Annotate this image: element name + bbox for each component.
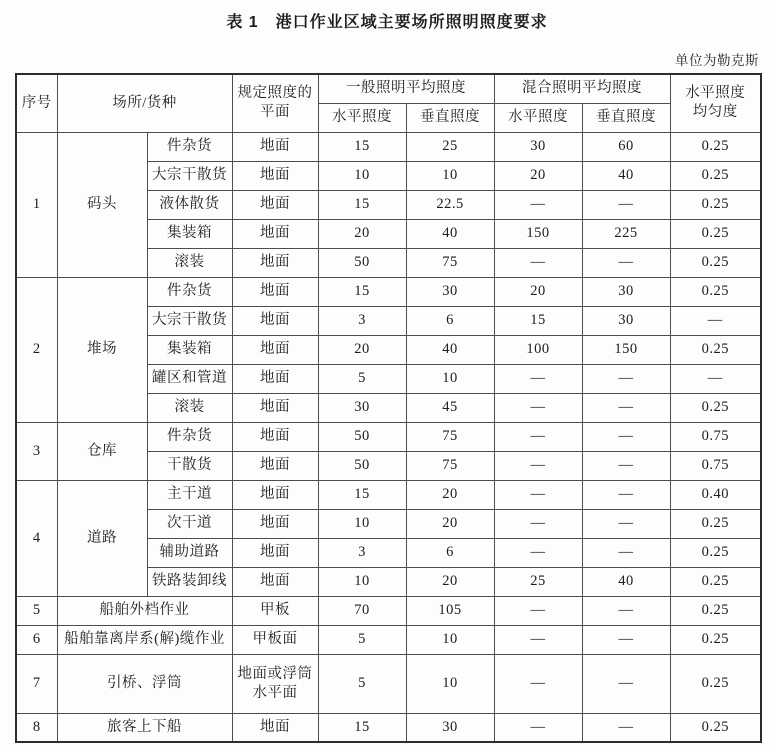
cell-uniformity: 0.25 xyxy=(670,132,761,161)
cell-general-horizontal: 50 xyxy=(318,422,406,451)
cell-uniformity: — xyxy=(670,364,761,393)
cell-general-vertical: 45 xyxy=(406,393,494,422)
header-row-1 xyxy=(16,74,761,103)
cell-uniformity: 0.25 xyxy=(670,190,761,219)
cell-general-vertical: 105 xyxy=(406,596,494,625)
cell-mixed-vertical: 225 xyxy=(582,219,670,248)
cell-uniformity: 0.25 xyxy=(670,335,761,364)
cell-mixed-vertical: — xyxy=(582,480,670,509)
header-general-vertical: 垂直照度 xyxy=(406,103,494,132)
cell-mixed-vertical: — xyxy=(582,538,670,567)
cell-place: 道路 xyxy=(57,480,147,596)
cell-uniformity: 0.25 xyxy=(670,596,761,625)
cell-plane: 地面 xyxy=(232,277,318,306)
cell-general-horizontal: 50 xyxy=(318,248,406,277)
table-header xyxy=(16,74,761,132)
cell-uniformity: 0.25 xyxy=(670,538,761,567)
cell-index: 6 xyxy=(16,625,57,654)
cell-place: 仓库 xyxy=(57,422,147,480)
cell-uniformity: 0.25 xyxy=(670,625,761,654)
cell-plane: 地面 xyxy=(232,422,318,451)
cell-mixed-horizontal: — xyxy=(494,480,582,509)
cell-mixed-vertical: — xyxy=(582,190,670,219)
cell-plane: 地面 xyxy=(232,393,318,422)
cell-kind: 液体散货 xyxy=(147,190,232,219)
cell-uniformity: 0.25 xyxy=(670,393,761,422)
header-plane-line2: 平面 xyxy=(260,104,290,121)
cell-plane-line1: 地面或浮筒 xyxy=(237,665,313,682)
cell-mixed-horizontal: 150 xyxy=(494,219,582,248)
table-row xyxy=(16,480,761,509)
cell-general-horizontal: 10 xyxy=(318,567,406,596)
cell-kind: 主干道 xyxy=(147,480,232,509)
cell-general-vertical: 10 xyxy=(406,625,494,654)
cell-mixed-vertical: 60 xyxy=(582,132,670,161)
cell-mixed-horizontal: 20 xyxy=(494,277,582,306)
cell-plane: 地面 xyxy=(232,306,318,335)
cell-kind: 集装箱 xyxy=(147,219,232,248)
cell-kind: 辅助道路 xyxy=(147,538,232,567)
cell-general-horizontal: 10 xyxy=(318,509,406,538)
cell-general-vertical: 75 xyxy=(406,422,494,451)
cell-general-vertical: 25 xyxy=(406,132,494,161)
cell-general-horizontal: 15 xyxy=(318,132,406,161)
cell-uniformity: 0.25 xyxy=(670,248,761,277)
cell-mixed-horizontal: — xyxy=(494,509,582,538)
cell-general-vertical: 10 xyxy=(406,364,494,393)
cell-uniformity: 0.25 xyxy=(670,509,761,538)
cell-general-vertical: 20 xyxy=(406,509,494,538)
cell-plane: 地面 xyxy=(232,161,318,190)
cell-general-horizontal: 15 xyxy=(318,480,406,509)
cell-mixed-horizontal: — xyxy=(494,625,582,654)
cell-mixed-horizontal: — xyxy=(494,364,582,393)
cell-kind: 罐区和管道 xyxy=(147,364,232,393)
cell-mixed-vertical: — xyxy=(582,451,670,480)
table-row xyxy=(16,422,761,451)
cell-general-vertical: 22.5 xyxy=(406,190,494,219)
cell-place: 堆场 xyxy=(57,277,147,422)
cell-mixed-horizontal: — xyxy=(494,190,582,219)
table-row xyxy=(16,596,761,625)
cell-index: 1 xyxy=(16,132,57,277)
cell-mixed-vertical: — xyxy=(582,422,670,451)
cell-mixed-vertical: 40 xyxy=(582,567,670,596)
cell-mixed-vertical: 150 xyxy=(582,335,670,364)
cell-mixed-vertical: 30 xyxy=(582,306,670,335)
cell-mixed-vertical: — xyxy=(582,713,670,742)
cell-uniformity: 0.25 xyxy=(670,713,761,742)
cell-plane: 地面 xyxy=(232,248,318,277)
cell-mixed-horizontal: 100 xyxy=(494,335,582,364)
illuminance-requirements-table xyxy=(15,73,762,743)
cell-place: 码头 xyxy=(57,132,147,277)
cell-mixed-vertical: — xyxy=(582,654,670,713)
cell-uniformity: 0.25 xyxy=(670,654,761,713)
cell-kind: 大宗干散货 xyxy=(147,161,232,190)
cell-mixed-horizontal: — xyxy=(494,538,582,567)
cell-uniformity: 0.75 xyxy=(670,451,761,480)
cell-mixed-horizontal: — xyxy=(494,451,582,480)
cell-mixed-vertical: — xyxy=(582,364,670,393)
header-index: 序号 xyxy=(16,74,57,132)
cell-uniformity: 0.25 xyxy=(670,161,761,190)
header-mixed-horizontal: 水平照度 xyxy=(494,103,582,132)
cell-plane: 甲板面 xyxy=(232,625,318,654)
cell-place: 引桥、浮筒 xyxy=(57,654,232,713)
cell-mixed-horizontal: — xyxy=(494,596,582,625)
header-general-horizontal: 水平照度 xyxy=(318,103,406,132)
cell-general-vertical: 30 xyxy=(406,713,494,742)
header-mixed-vertical: 垂直照度 xyxy=(582,103,670,132)
cell-kind: 件杂货 xyxy=(147,277,232,306)
cell-mixed-vertical: 30 xyxy=(582,277,670,306)
cell-general-vertical: 6 xyxy=(406,538,494,567)
cell-plane: 地面 xyxy=(232,451,318,480)
cell-general-horizontal: 70 xyxy=(318,596,406,625)
cell-general-vertical: 40 xyxy=(406,335,494,364)
cell-plane: 地面 xyxy=(232,335,318,364)
table-row xyxy=(16,713,761,742)
cell-general-horizontal: 50 xyxy=(318,451,406,480)
cell-general-vertical: 30 xyxy=(406,277,494,306)
cell-mixed-vertical: — xyxy=(582,625,670,654)
cell-mixed-horizontal: — xyxy=(494,393,582,422)
cell-plane: 甲板 xyxy=(232,596,318,625)
cell-general-horizontal: 15 xyxy=(318,277,406,306)
cell-mixed-vertical: — xyxy=(582,248,670,277)
cell-uniformity: 0.25 xyxy=(670,277,761,306)
header-mixed-lighting: 混合照明平均照度 xyxy=(494,74,670,103)
cell-plane: 地面 xyxy=(232,219,318,248)
table-title: 表 1 港口作业区域主要场所照明照度要求 xyxy=(226,14,548,31)
cell-mixed-horizontal: 15 xyxy=(494,306,582,335)
cell-plane: 地面 xyxy=(232,190,318,219)
cell-plane-line2: 水平面 xyxy=(252,684,298,701)
header-plane xyxy=(232,74,318,132)
cell-general-horizontal: 10 xyxy=(318,161,406,190)
cell-general-horizontal: 5 xyxy=(318,364,406,393)
cell-mixed-horizontal: 20 xyxy=(494,161,582,190)
cell-general-vertical: 75 xyxy=(406,248,494,277)
cell-plane xyxy=(232,654,318,713)
cell-uniformity: 0.75 xyxy=(670,422,761,451)
cell-mixed-vertical: 40 xyxy=(582,161,670,190)
header-place: 场所/货种 xyxy=(57,74,232,132)
cell-kind: 集装箱 xyxy=(147,335,232,364)
header-general-lighting: 一般照明平均照度 xyxy=(318,74,494,103)
cell-general-horizontal: 3 xyxy=(318,538,406,567)
cell-general-vertical: 10 xyxy=(406,161,494,190)
cell-kind: 大宗干散货 xyxy=(147,306,232,335)
cell-index: 8 xyxy=(16,713,57,742)
cell-kind: 件杂货 xyxy=(147,132,232,161)
cell-index: 5 xyxy=(16,596,57,625)
cell-plane: 地面 xyxy=(232,713,318,742)
cell-kind: 铁路装卸线 xyxy=(147,567,232,596)
cell-general-horizontal: 5 xyxy=(318,625,406,654)
cell-place: 船舶靠离岸系(解)缆作业 xyxy=(57,625,232,654)
header-uniformity xyxy=(670,74,761,132)
cell-mixed-horizontal: 30 xyxy=(494,132,582,161)
cell-index: 7 xyxy=(16,654,57,713)
cell-general-vertical: 75 xyxy=(406,451,494,480)
cell-general-horizontal: 5 xyxy=(318,654,406,713)
table-row xyxy=(16,625,761,654)
header-plane-line1: 规定照度的 xyxy=(237,85,313,102)
cell-general-horizontal: 15 xyxy=(318,713,406,742)
cell-uniformity: 0.40 xyxy=(670,480,761,509)
cell-kind: 件杂货 xyxy=(147,422,232,451)
unit-note: 单位为勒克斯 xyxy=(675,53,759,68)
cell-general-horizontal: 3 xyxy=(318,306,406,335)
cell-general-horizontal: 15 xyxy=(318,190,406,219)
cell-uniformity: 0.25 xyxy=(670,567,761,596)
cell-general-vertical: 10 xyxy=(406,654,494,713)
table-row xyxy=(16,277,761,306)
cell-kind: 次干道 xyxy=(147,509,232,538)
cell-general-horizontal: 30 xyxy=(318,393,406,422)
cell-uniformity: 0.25 xyxy=(670,219,761,248)
cell-index: 2 xyxy=(16,277,57,422)
cell-plane: 地面 xyxy=(232,364,318,393)
cell-index: 3 xyxy=(16,422,57,480)
cell-mixed-horizontal: — xyxy=(494,248,582,277)
cell-general-vertical: 40 xyxy=(406,219,494,248)
cell-kind: 滚装 xyxy=(147,393,232,422)
cell-kind: 滚装 xyxy=(147,248,232,277)
cell-plane: 地面 xyxy=(232,567,318,596)
table-body xyxy=(16,132,761,742)
header-uniformity-line2: 均匀度 xyxy=(692,104,738,121)
cell-uniformity: — xyxy=(670,306,761,335)
cell-mixed-vertical: — xyxy=(582,596,670,625)
table-row xyxy=(16,654,761,713)
cell-mixed-horizontal: — xyxy=(494,654,582,713)
cell-mixed-horizontal: 25 xyxy=(494,567,582,596)
cell-index: 4 xyxy=(16,480,57,596)
header-uniformity-line1: 水平照度 xyxy=(685,85,746,102)
cell-mixed-vertical: — xyxy=(582,393,670,422)
cell-general-horizontal: 20 xyxy=(318,219,406,248)
cell-plane: 地面 xyxy=(232,480,318,509)
cell-place: 旅客上下船 xyxy=(57,713,232,742)
cell-plane: 地面 xyxy=(232,509,318,538)
cell-mixed-horizontal: — xyxy=(494,713,582,742)
cell-mixed-vertical: — xyxy=(582,509,670,538)
cell-kind: 干散货 xyxy=(147,451,232,480)
cell-mixed-horizontal: — xyxy=(494,422,582,451)
cell-plane: 地面 xyxy=(232,132,318,161)
cell-plane: 地面 xyxy=(232,538,318,567)
cell-general-horizontal: 20 xyxy=(318,335,406,364)
cell-place: 船舶外档作业 xyxy=(57,596,232,625)
cell-general-vertical: 20 xyxy=(406,480,494,509)
cell-general-vertical: 20 xyxy=(406,567,494,596)
table-row xyxy=(16,132,761,161)
cell-general-vertical: 6 xyxy=(406,306,494,335)
